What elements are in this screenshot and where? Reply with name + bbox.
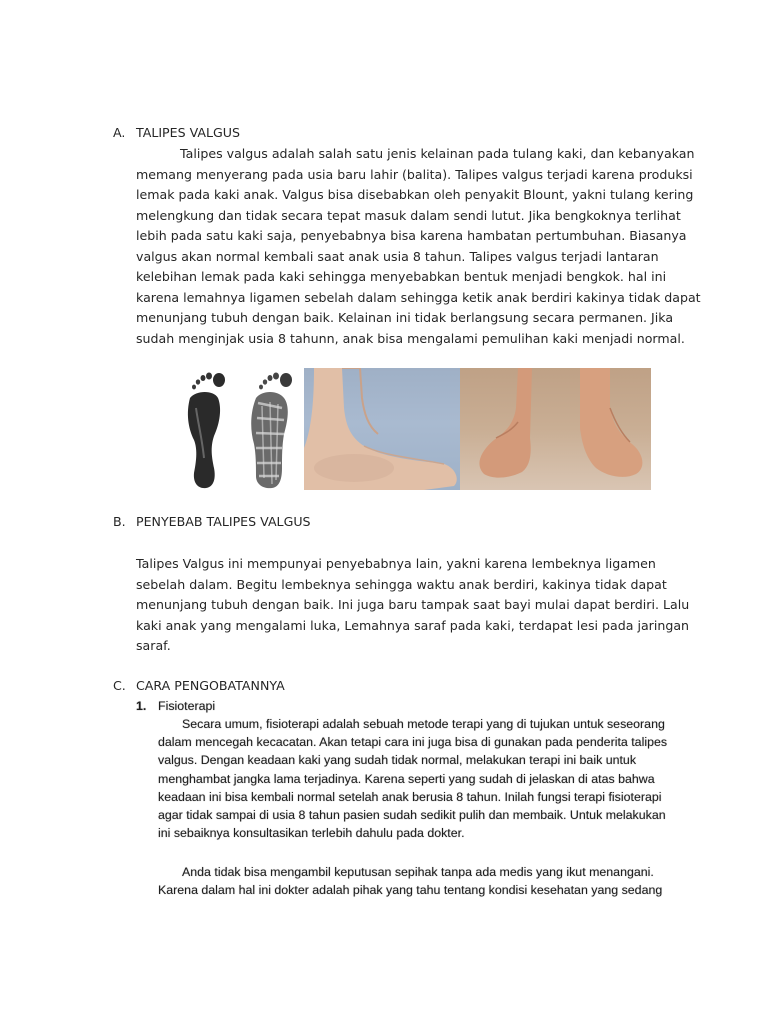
paragraph-line: valgus. Dengan keadaan kaki yang sudah tidak normal, melakukan terapi ini baik untuk [158,753,637,768]
paragraph-line: menunjang tubuh dengan baik. Ini juga baru tampak saat bayi mulai dapat berdiri. Lalu [136,597,690,612]
section-b-letter: B. [113,514,126,529]
paragraph-line: ini sebaiknya konsultasikan terlebih dahulu pada dokter. [158,826,465,841]
paragraph-line: menghambat jangka lama terjadinya. Karena seperti yang sudah di jelaskan di atas bahwa [158,771,655,786]
list-number: 1. [136,699,147,713]
fisioterapi-subheading [136,699,215,713]
section-a-heading [113,125,240,140]
section-b-title: PENYEBAB TALIPES VALGUS [136,514,311,529]
paragraph-line: karena lemahnya ligamen sebelah dalam sehingga ketik anak berdiri kakinya tidak dapat [136,289,701,305]
footprint-right-image [242,368,304,490]
section-a-title: TALIPES VALGUS [136,125,241,140]
foot-figure [176,368,651,490]
paragraph-line: Secara umum, fisioterapi adalah sebuah metode terapi yang di tujukan untuk seseorang [182,717,665,731]
paragraph-line: saraf. [136,638,171,653]
section-b-paragraph [136,554,690,657]
section-c-heading [113,678,285,693]
paragraph-line: melengkung dan tidak secara tepat masuk dalam sendi lutut. Jika bengkoknya terlihat [136,207,681,223]
paragraph-line: keadaan ini bisa kembali normal setelah anak berusia 8 tahun. Inilah fungsi terapi fisioterapi [158,789,662,804]
section-c-title: CARA PENGOBATANNYA [136,678,285,693]
paragraph-line: lebih pada satu kaki saja, penyebabnya bisa karena hambatan pertumbuhan. Biasanya [136,228,687,243]
section-a-letter: A. [113,125,126,140]
paragraph-line: memang menyerang pada usia baru lahir (balita). Talipes valgus terjadi karena produksi [136,166,693,182]
paragraph-line: agar tidak sampai di usia 8 tahun pasien sudah sedikit pulih dan membaik. Untuk melakukan [158,808,666,823]
paragraph-line: lemak pada kaki anak. Valgus bisa disebabkan oleh penyakit Blount, yakni tulang kering [136,187,694,202]
paragraph-line: menunjang tubuh dengan baik. Kelainan ini tidak berlangsung secara permanen. Jika [136,310,674,325]
paragraph-line: Talipes valgus adalah salah satu jenis kelainan pada tulang kaki, dan kebanyakan [180,146,695,161]
section-c-letter: C. [113,678,126,693]
paragraph-line: Anda tidak bisa mengambil keputusan sepihak tanpa ada medis yang ikut menangani. [182,865,654,879]
paragraph-line: dalam mencegah kecacatan. Akan tetapi cara ini juga bisa di gunakan pada penderita talipes [158,735,668,750]
section-a-paragraph [136,144,701,349]
footprint-left-image [176,368,238,490]
paragraph-line: sudah menginjak usia 8 tahunn, anak bisa mengalami pemulihan kaki menjadi normal. [136,330,685,346]
paragraph-line: valgus akan normal kembali saat anak usia 8 tahun. Talipes valgus terjadi lantaran [136,248,659,264]
paragraph-line: kaki anak yang mengalami luka, Lemahnya saraf pada kaki, terdapat lesi pada jaringan [136,617,690,633]
fisioterapi-paragraph-2 [158,863,678,899]
paragraph-line: Talipes Valgus ini mempunyai penyebabnya lain, yakni karena lembeknya ligamen [136,556,656,571]
fisioterapi-paragraph-1 [158,715,678,842]
paragraph-line: kelebihan lemak pada kaki sehingga menyebabkan bentuk menjadi bengkok. hal ini [136,269,667,284]
foot-photo-blue-background [304,368,460,490]
paragraph-line: Karena dalam hal ini dokter adalah pihak yang tahu tentang kondisi kesehatan yang sedang [158,883,663,898]
foot-photo-carpet-background [460,368,651,490]
fisioterapi-title: Fisioterapi [158,699,216,713]
paragraph-line: sebelah dalam. Begitu lembeknya sehingga waktu anak berdiri, kakinya tidak dapat [136,576,667,592]
section-b-heading [113,514,311,529]
